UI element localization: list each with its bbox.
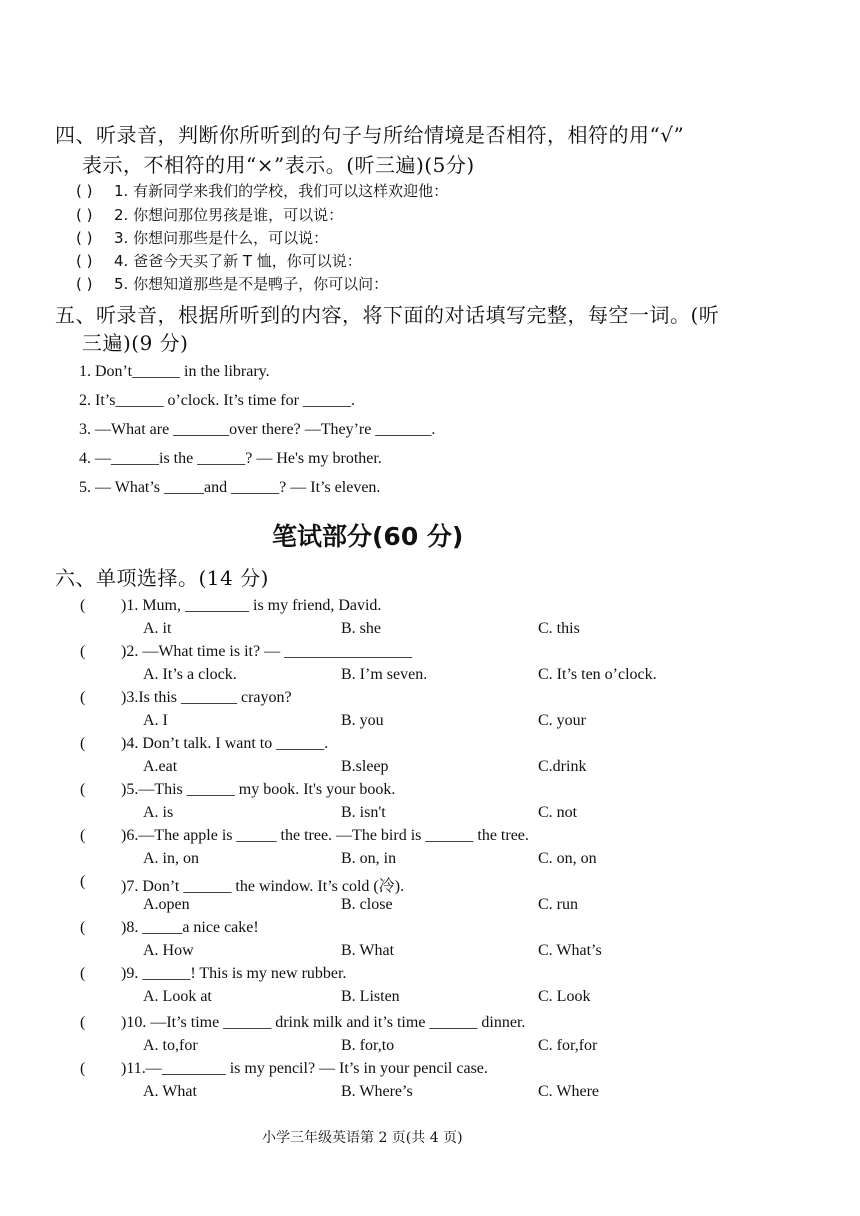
question-text: )10. —It’s time ______ drink milk and it’s time ______ dinner. [121, 1014, 526, 1031]
answer-paren[interactable]: ( [80, 735, 86, 752]
answer-paren[interactable]: ( ) [76, 206, 93, 224]
option-c[interactable]: C. this [538, 620, 580, 637]
option-a[interactable]: A.eat [143, 758, 178, 775]
page-footer: 小学三年级英语第 2 页(共 4 页) [262, 1130, 463, 1146]
answer-paren[interactable]: ( [80, 597, 86, 614]
option-c[interactable]: C. your [538, 712, 586, 729]
option-c[interactable]: C. for,for [538, 1037, 598, 1054]
option-b[interactable]: B. for,to [341, 1037, 395, 1054]
fill-in-item[interactable]: 5. — What’s _____and ______? — It’s eleven. [79, 479, 381, 496]
option-a[interactable]: A.open [143, 896, 190, 913]
answer-paren[interactable]: ( ) [76, 229, 93, 247]
section4-item [76, 250, 362, 271]
question-text: )7. Don’t ______ the window. It’s cold (冷). [121, 878, 405, 895]
option-b[interactable]: B. on, in [341, 850, 397, 867]
option-a[interactable]: A. in, on [143, 850, 199, 867]
option-b[interactable]: B. I’m seven. [341, 666, 428, 683]
question-text: )4. Don’t talk. I want to ______. [121, 735, 329, 752]
answer-paren[interactable]: ( ) [76, 182, 93, 200]
option-b[interactable]: B. Where’s [341, 1083, 413, 1100]
written-part-title: 笔试部分(60 分) [272, 522, 464, 551]
question-text: )5.—This ______ my book. It's your book. [121, 781, 396, 798]
item-text: 4. 爸爸今天买了新 T 恤，你可以说： [114, 252, 362, 270]
section5-title-line2: 三遍)(9 分) [82, 331, 189, 355]
fill-in-item[interactable]: 1. Don’t______ in the library. [79, 363, 270, 380]
option-c[interactable]: C. run [538, 896, 578, 913]
answer-paren[interactable]: ( [80, 781, 86, 798]
fill-in-item[interactable]: 2. It’s______ o’clock. It’s time for ______. [79, 392, 355, 409]
option-c[interactable]: C. Where [538, 1083, 600, 1100]
option-c[interactable]: C.drink [538, 758, 587, 775]
answer-paren[interactable]: ( [80, 643, 86, 660]
section4-item [76, 204, 343, 225]
section4-item [76, 273, 388, 294]
answer-paren[interactable]: ( [80, 873, 86, 890]
answer-paren[interactable]: ( [80, 689, 86, 706]
option-a[interactable]: A. is [143, 804, 174, 821]
option-a[interactable]: A. I [143, 712, 168, 729]
option-a[interactable]: A. How [143, 942, 194, 959]
fill-in-item[interactable]: 3. —What are _______over there? —They’re _______. [79, 421, 436, 438]
item-text: 5. 你想知道那些是不是鸭子，你可以问： [114, 275, 389, 293]
question-text: )1. Mum, ________ is my friend, David. [121, 597, 382, 614]
answer-paren[interactable]: ( ) [76, 252, 93, 270]
option-c[interactable]: C. It’s ten o’clock. [538, 666, 657, 683]
section4-title-line1: 四、听录音，判断你所听到的句子与所给情境是否相符，相符的用“√” [55, 123, 685, 147]
option-a[interactable]: A. it [143, 620, 172, 637]
option-a[interactable]: A. It’s a clock. [143, 666, 237, 683]
question-text: )2. —What time is it? — ________________ [121, 643, 413, 660]
option-c[interactable]: C. What’s [538, 942, 602, 959]
question-text: )9. ______! This is my new rubber. [121, 965, 347, 982]
option-a[interactable]: A. What [143, 1083, 197, 1100]
item-text: 3. 你想问那些是什么，可以说： [114, 229, 329, 247]
option-b[interactable]: B.sleep [341, 758, 389, 775]
question-text: )3.Is this _______ crayon? [121, 689, 292, 706]
option-b[interactable]: B. you [341, 712, 384, 729]
fill-in-item[interactable]: 4. —______is the ______? — He's my brother. [79, 450, 382, 467]
section4-item [76, 180, 448, 201]
section5-title-line1: 五、听录音，根据所听到的内容，将下面的对话填写完整，每空一词。(听 [55, 303, 720, 327]
option-b[interactable]: B. Listen [341, 988, 400, 1005]
option-c[interactable]: C. not [538, 804, 578, 821]
option-a[interactable]: A. to,for [143, 1037, 198, 1054]
question-text: )8. _____a nice cake! [121, 919, 259, 936]
item-text: 1. 有新同学来我们的学校，我们可以这样欢迎他： [114, 182, 449, 200]
option-a[interactable]: A. Look at [143, 988, 212, 1005]
answer-paren[interactable]: ( [80, 827, 86, 844]
option-b[interactable]: B. isn't [341, 804, 386, 821]
answer-paren[interactable]: ( [80, 1060, 86, 1077]
answer-paren[interactable]: ( [80, 1014, 86, 1031]
answer-paren[interactable]: ( [80, 919, 86, 936]
option-b[interactable]: B. What [341, 942, 395, 959]
section6-title: 六、单项选择。(14 分) [55, 566, 269, 590]
option-b[interactable]: B. she [341, 620, 381, 637]
option-b[interactable]: B. close [341, 896, 393, 913]
section4-item [76, 227, 328, 248]
question-text: )11.—________ is my pencil? — It’s in your pencil case. [121, 1060, 488, 1077]
answer-paren[interactable]: ( [80, 965, 86, 982]
option-c[interactable]: C. on, on [538, 850, 597, 867]
item-text: 2. 你想问那位男孩是谁，可以说： [114, 206, 344, 224]
question-text: )6.—The apple is _____ the tree. —The bird is ______ the tree. [121, 827, 529, 844]
option-c[interactable]: C. Look [538, 988, 591, 1005]
answer-paren[interactable]: ( ) [76, 275, 93, 293]
section4-title-line2: 表示，不相符的用“×”表示。(听三遍)(5分) [82, 153, 475, 177]
